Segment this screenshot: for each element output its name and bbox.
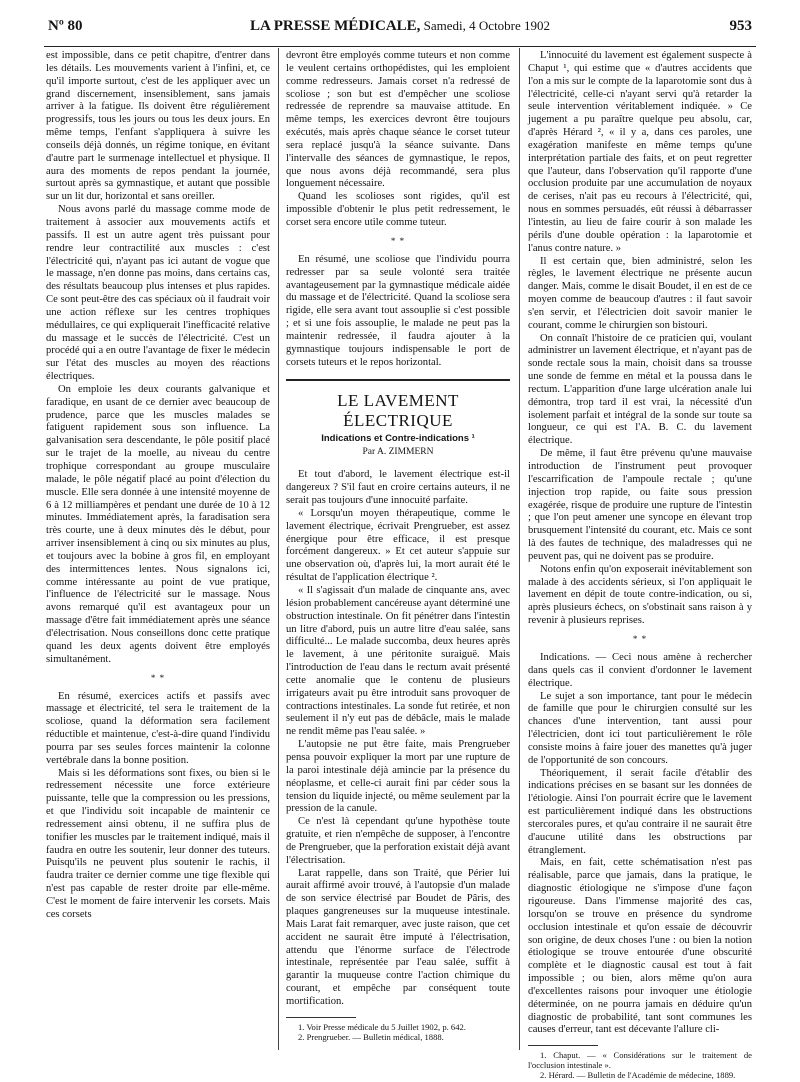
section-stars: * *: [150, 672, 166, 683]
column-divider: [278, 48, 279, 1050]
paragraph: Il est certain que, bien administré, selon les règles, le lavement électrique ne présente aucun danger. Mais, comme le disait Boudet, il en est de ce moyen comme de beaucoup d'autres : il faut savoir s'en servir, et l'électricien doit savoir manier le courant, comme le chirurgien son bistouri.: [528, 255, 752, 331]
paragraph: On connaît l'histoire de ce praticien qui, voulant administrer un lavement électrique, et n'ayant pas de sonde rectale sous la main, choisit dans sa trousse une sonde de femme en métal et la poussa dans le rectum. L'apparition d'une large ulcération anale lui démontra, trop tard il est vrai, la nécessité d'un isolement parfait et intégral de la sonde sur toute sa longueur, ce qui est l'A. B. C. du lavement électrique.: [528, 332, 752, 447]
header-rule: [44, 46, 756, 47]
issue-date: Samedi, 4 Octobre 1902: [420, 18, 551, 33]
paragraph: Quand les scolioses sont rigides, qu'il est impossible d'obtenir le plus petit redressement, le corset sera encore utile comme tuteur.: [286, 191, 510, 228]
page-number: 953: [729, 18, 752, 34]
paragraph: Et tout d'abord, le lavement électrique est-il dangereux ? S'il faut en croire certains auteurs, il ne serait pas toujours d'une innocuité parfaite.: [286, 469, 510, 507]
section-stars: * *: [390, 235, 406, 246]
paragraph: Le sujet a son importance, tant pour le médecin de famille que pour le chirurgien consulté sur les chances d'une intervention, tant aussi pour l'électricien, dont ici tout particulièrement le rôle consiste moins à faire jouer des manettes qu'à juger de l'opportunité de son concours.: [528, 690, 752, 766]
paragraph: devront être employés comme tuteurs et non comme le veulent certains orthopédistes, qui les emploient comme redresseurs. Jamais corset n'a redressé de scoliose ; son but est d'empêcher une scoliose redressée de reprendre sa mauvaise attitude. En même temps, les exercices devront être toujours exécutés, mais après chaque séance le corset tuteur sera replacé jusqu'à la séance suivante. Dans l'intervalle des séances de gymnastique, le repos, que nous avons déjà recommandé, sera plus longuement nécessaire.: [286, 50, 510, 190]
paragraph: Larat rappelle, dans son Traité, que Périer lui aurait affirmé avoir trouvé, à l'autopsie d'un malade de son service électrisé par Boudet de Pâris, des plaques gangreneuses sur la muqueuse intestinale. Mais Larat fait remarquer, avec juste raison, que cet accident ne saurait être imputé à l'électrisation, attendu que l'énorme surface de l'électrode intestinale, représentée par l'eau salée, suffit à garantir la muqueuse contre l'action chimique du courant, et empêche par conséquent toute mortification.: [286, 867, 510, 1007]
paragraph: « Il s'agissait d'un malade de cinquante ans, avec lésion probablement cancéreuse ayant déterminé une obstruction intestinale. On fit pénétrer dans l'intestin un litre d'abord, puis un autre litre d'eau salée, sans difficulté... Le malade succomba, deux heures après le lavement, à une péritonite suraiguë. Mais l'introduction de l'eau dans le rectum avait présenté cette anomalie que le contenu de plusieurs irrigateurs avait pu être introduit sans provoquer de contractions intestinales. La sonde fut retirée, et non seulement il n'y eut pas de débâcle, mais le malade ne rendit même pas l'eau salée. »: [286, 585, 510, 738]
paragraph: Ce n'est là cependant qu'une hypothèse toute gratuite, et rien n'empêche de supposer, à l'encontre de Prengrueber, que la perforation existait déjà avant l'électrisation.: [286, 816, 510, 866]
page-header: [48, 18, 752, 42]
paragraph: Mais, en fait, cette schématisation n'est pas réalisable, parce que jamais, dans la pratique, le diagnostic étiologique ne s'impose d'une façon rigoureuse. Dans l'immense majorité des cas, lorsqu'on se trouve en présence du syndrome occlusion intestinale et qu'on essaie de découvrir son origine, de deux choses l'une : ou bien la notion étiologique se trouve entourée d'une obscurité complète et le diagnostic causal est tout à fait impossible ; ou bien, alors même qu'on aura d'excellentes raisons pour invoquer une étiologie déterminée, on ne pourra jamais en déduire qu'un diagnostic de probabilité, tant sont communes les causes d'erreur, tant est décevante l'allure cli-: [528, 857, 752, 1036]
footnote: 2. Prengrueber. — Bulletin médical, 1888.: [298, 1031, 444, 1042]
masthead: [48, 18, 752, 35]
paragraph: Théoriquement, il serait facile d'établir des indications précises en se basant sur les données de l'étiologie. Ainsi l'on pourrait écrire que le lavement est particulièrement indiqué dans les obstructions stercorales pures, et qu'au contraire il ne saurait être d'aucune utilité dans les obstructions par étranglement.: [528, 767, 752, 856]
paragraph: est impossible, dans ce petit chapitre, d'entrer dans les détails. Les mouvements varient à l'infini, et, ce qu'il importe surtout, c'est de les appliquer avec un grand discernement, insensiblement, sans jamais arriver à la fatigue. Ils doivent être régulièrement progressifs, tous les jours ou tous les deux jours. En même temps, l'enfant s'appliquera à suivre les conseils déjà donnés, un régime tonique, en évitant d'autre part le surmenage intellectuel et physique. Il aura des moments de repos pendant la journée, surtout après sa gymnastique, et autant que possible sur un lit dur, horizontal et sans oreiller.: [46, 50, 270, 203]
journal-title: LA PRESSE MÉDICALE,: [249, 18, 421, 34]
issue-number: Nº 80: [48, 18, 83, 34]
article-title: LE LAVEMENT ÉLECTRIQUE: [337, 391, 459, 431]
article-subtitle: Indications et Contre-indications ¹: [321, 433, 475, 445]
paragraph: En résumé, exercices actifs et passifs avec massage et électricité, tel sera le traitement de la scoliose, quand la déformation sera facilement réductible et maintenue, c'est-à-dire quand l'individu pourra par ses seules forces maintenir la colonne vertébrale dans la bonne position.: [46, 690, 270, 766]
footnote: 1. Voir Presse médicale du 5 Juillet 1902, p. 642.: [298, 1021, 466, 1032]
footnote-rule: [286, 1017, 356, 1018]
paragraph: « Lorsqu'un moyen thérapeutique, comme le lavement électrique, écrivait Prengrueber, est assez énergique pour être efficace, il est presque forcément dangereux. » Et cet auteur s'appuie sur une observation où, d'après lui, la mort aurait été le résultat de l'application électrique ².: [286, 507, 510, 584]
section-stars: * *: [632, 633, 648, 644]
paragraph: Notons enfin qu'on exposerait inévitablement son malade à des accidents sérieux, si l'on appliquait le lavement en dépit de toute contre-indication, ou si, après plusieurs échecs, on s'obstinait sans raison à y revenir à plusieurs reprises.: [528, 563, 752, 627]
footnote: 2. Hérard. — Bulletin de l'Académie de médecine, 1889.: [540, 1070, 736, 1081]
paragraph: L'autopsie ne put être faite, mais Prengrueber pensa pouvoir expliquer la mort par une rupture de la paroi intestinale déjà amincie par la présence du néoplasme, et celle-ci aurait fini par céder sous la tension du liquide injecté, ou même seulement par la pression de la canule.: [286, 739, 510, 815]
article-separator: [286, 379, 510, 381]
paragraph: De même, il faut être prévenu qu'une mauvaise introduction de l'instrument peut provoquer l'escarrification de l'ampoule rectale ; qu'une injection trop rapide, ou faite sous pression exagérée, risque de produire une rupture de l'intestin ; que l'on peut amener une syncope en élevant trop brusquement l'intensité du courant, etc. Mais ce sont là des fautes de technique, des maladresses qui ne peuvent pas, qui ne doivent pas se produire.: [528, 448, 752, 562]
paragraph: L'innocuité du lavement est également suspecte à Chaput ¹, qui estime que « d'autres accidents que l'on a mis sur le compte de la laparotomie sont dus à l'électricité, celle-ci n'ayant servi qu'à retarder la seule intervention véritablement indiquée. » Ce jugement a pu paraître quelque peu absolu, car, d'après Hérard ², « il y a, dans ces paroles, une exagération manifeste en même temps qu'une interprétation partiale des faits, et on peut regretter que l'auteur, dans l'observation qu'il rapporte d'une occlusion produite par une accumulation de noyaux de cerises, n'ait pas eu recours à l'électricité, qui, nous en sommes persuadés, eût réussi à débarrasser l'intestin, au lieu de faire courir à son malade les périls d'une double opération : la laparotomie et l'anus contre nature. »: [528, 50, 752, 254]
column-middle: [286, 50, 510, 1042]
paragraph: On emploie les deux courants galvanique et faradique, en usant de ce dernier avec beaucoup de prudence, parce que les muscles malades se fatiguent rapidement sous son influence. La galvanisation sera descendante, le pôle positif placé sur le trajet de la moelle, au niveau du centre trophique correspondant au groupe musculaire malade, le pôle négatif placé au point d'élection du muscle. Elle sera donnée à une intensité moyenne de 6 à 12 milliampères et pendant une durée de 10 à 12 minutes. Immédiatement après, la faradisation sera très courte, une à deux minutes dès le début, pour arriver insensiblement à cinq ou six minutes au plus, et toujours avec la bobine à gros fil, en employant des intermittences lentes. Nous signalons ici, comme intéressante au point de vue pratique, l'influence de l'électricité sur le massage. Nous avons remarqué qu'il est avantageux pour un massage d'être fait immédiatement après une séance d'électrisation. Nous conseillons donc cette pratique quand les deux agents doivent être employés simultanément.: [46, 383, 270, 665]
column-left: [46, 50, 270, 922]
footnote: 1. Chaput. — « Considérations sur le traitement de l'occlusion intestinale ».: [528, 1050, 752, 1071]
footnote-rule: [528, 1045, 598, 1046]
paragraph: Nous avons parlé du massage comme mode de traitement à associer aux mouvements actifs et passifs. Il est un autre agent très puissant pour rendre leur contractilité aux muscles : c'est l'électricité qui, n'ayant pas ici autant de vogue que le massage, n'en donne pas moins, dans certains cas, des résultats beaucoup plus intenses et plus rapides. Ce sont peut-être des cas spéciaux où il faudrait voir une action réflexe sur les centres trophiques médullaires, ce qui expliquerait l'inefficacité relative du massage et le succès de l'électricité. C'est un procédé qui a en outre l'avantage de fixer le médecin sur l'état des muscles au moyen des réactions électriques.: [46, 204, 270, 383]
column-right: [528, 50, 752, 1080]
paragraph: Mais si les déformations sont fixes, ou bien si le redressement nécessite une force extérieure puissante, telle que la compression ou les pressions, et que l'individu soit incapable de maintenir ce redressement ainsi obtenu, il ne suffira plus de tonifier les muscles par le traitement indiqué, mais il faudra en outre les soutenir, leur donner des tuteurs. Puisqu'ils ne peuvent plus soutenir le rachis, il faudra traiter ce dernier comme une tige flexible qui n'est pas capable de rester droite par elle-même. C'est le moment de faire intervenir les corsets. Mais ces corsets: [46, 767, 270, 920]
article-byline: Par A. ZIMMERN: [362, 447, 434, 458]
paragraph: Indications. — Ceci nous amène à rechercher dans quels cas il convient d'ordonner le lavement électrique.: [528, 651, 752, 689]
column-divider: [519, 48, 520, 1050]
paragraph: En résumé, une scoliose que l'individu pourra redresser par sa seule volonté sera traitée avantageusement par la gymnastique médicale aidée du massage et de l'électricité. Quand la scoliose sera rigide, elle sera avant tout assouplie si c'est possible ; et si une fois assouplie, le malade ne peut pas la maintenir redressée, il faudra ajouter à la gymnastique toujours indispensable le port de corsets tuteurs et le repos horizontal.: [286, 253, 510, 368]
